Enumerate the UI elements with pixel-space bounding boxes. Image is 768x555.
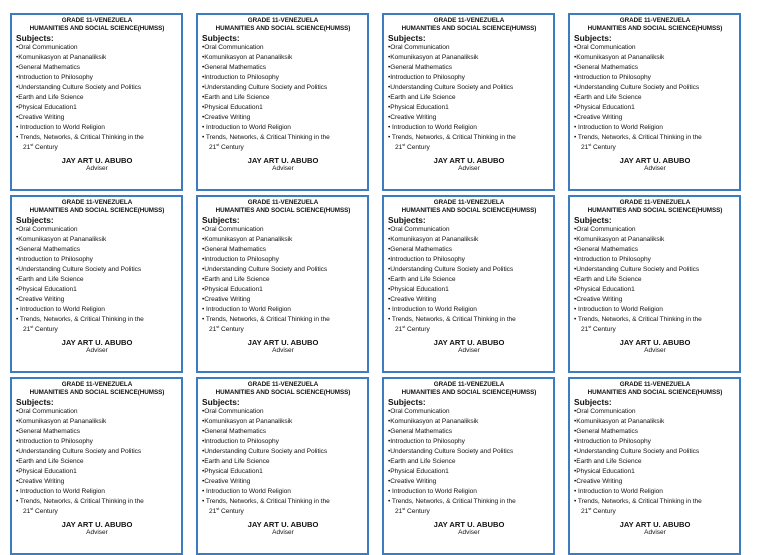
century-word: Century — [591, 507, 616, 515]
century-word: Century — [219, 325, 244, 333]
subjects-label: Subjects: — [388, 397, 426, 407]
adviser-name: JAY ART U. ABUBO — [433, 520, 505, 530]
subject-item: •Komunikasyon at Pananaliksik — [388, 417, 479, 425]
century-ordinal: st — [30, 141, 34, 147]
century-ordinal: st — [588, 141, 592, 147]
subject-item: •Understanding Culture Society and Politics — [574, 83, 700, 91]
subject-item: •Oral Communication — [388, 408, 450, 415]
century-number: 21 — [209, 325, 217, 333]
subject-item: •Introduction to Philosophy — [574, 255, 651, 263]
class-info-card — [382, 195, 555, 373]
subject-item: •Earth and Life Science — [202, 275, 270, 283]
subject-item: •Physical Education1 — [16, 103, 77, 111]
subject-item: •Understanding Culture Society and Politics — [16, 265, 142, 273]
century-ordinal: st — [588, 323, 592, 329]
century-word: Century — [591, 325, 616, 333]
subject-list — [202, 225, 364, 334]
subject-item: •Creative Writing — [574, 113, 623, 121]
century-word: Century — [33, 325, 58, 333]
strand-heading: HUMANITIES AND SOCIAL SCIENCE(HUMSS) — [401, 389, 537, 396]
subject-list — [574, 407, 736, 516]
class-info-card — [568, 13, 741, 191]
grade-section-heading: GRADE 11-VENEZUELA — [433, 381, 505, 388]
adviser-role: Adviser — [86, 529, 108, 537]
subject-item: •Earth and Life Science — [16, 457, 84, 465]
subject-item: •Introduction to Philosophy — [202, 437, 279, 445]
strand-heading: HUMANITIES AND SOCIAL SCIENCE(HUMSS) — [215, 25, 351, 32]
strand-heading: HUMANITIES AND SOCIAL SCIENCE(HUMSS) — [401, 207, 537, 214]
century-number: 21 — [23, 325, 31, 333]
subject-item: • Trends, Networks, & Critical Thinking in the — [16, 315, 144, 323]
century-number: 21 — [23, 507, 31, 515]
subject-item: •Physical Education1 — [388, 103, 449, 111]
subject-item: •Komunikasyon at Pananaliksik — [16, 417, 107, 425]
subject-item: •Creative Writing — [16, 113, 65, 121]
subject-item: •Oral Communication — [16, 408, 78, 415]
adviser-role: Adviser — [272, 347, 294, 355]
strand-heading: HUMANITIES AND SOCIAL SCIENCE(HUMSS) — [29, 207, 165, 214]
adviser-role: Adviser — [458, 165, 480, 173]
subject-item: •Earth and Life Science — [388, 93, 456, 101]
subject-list — [388, 225, 550, 334]
subjects-label: Subjects: — [16, 215, 54, 225]
adviser-name: JAY ART U. ABUBO — [433, 156, 505, 166]
subject-item: •General Mathematics — [388, 245, 452, 253]
century-word: Century — [219, 143, 244, 151]
subject-item: •Understanding Culture Society and Politics — [202, 83, 328, 91]
century-word: Century — [33, 507, 58, 515]
subjects-label: Subjects: — [574, 33, 612, 43]
subject-item: •Physical Education1 — [202, 103, 263, 111]
subject-item: •Introduction to Philosophy — [16, 437, 93, 445]
subject-item-continuation — [202, 325, 364, 335]
subject-item: •Physical Education1 — [388, 467, 449, 475]
class-info-card — [382, 13, 555, 191]
subject-item: • Trends, Networks, & Critical Thinking in the — [202, 133, 330, 141]
subject-item: • Trends, Networks, & Critical Thinking in the — [388, 133, 516, 141]
subject-item: •Creative Writing — [574, 295, 623, 303]
subject-item: •Understanding Culture Society and Politics — [388, 265, 514, 273]
subject-item: •Introduction to Philosophy — [388, 437, 465, 445]
adviser-name: JAY ART U. ABUBO — [61, 338, 133, 348]
adviser-name: JAY ART U. ABUBO — [61, 520, 133, 530]
subject-list — [388, 407, 550, 516]
subject-item: •Oral Communication — [388, 44, 450, 51]
subject-item: • Trends, Networks, & Critical Thinking in the — [574, 497, 702, 505]
class-info-card — [568, 377, 741, 555]
grade-section-heading: GRADE 11-VENEZUELA — [61, 381, 133, 388]
subject-item: • Introduction to World Religion — [202, 305, 291, 313]
century-ordinal: st — [402, 323, 406, 329]
subject-item: •Earth and Life Science — [388, 457, 456, 465]
century-word: Century — [405, 143, 430, 151]
subject-item: • Introduction to World Religion — [16, 123, 105, 131]
subject-list — [16, 225, 178, 334]
adviser-name: JAY ART U. ABUBO — [247, 156, 319, 166]
subject-item: •Understanding Culture Society and Politics — [388, 447, 514, 455]
subject-item: • Introduction to World Religion — [574, 305, 663, 313]
grade-section-heading: GRADE 11-VENEZUELA — [61, 199, 133, 206]
subject-item: • Trends, Networks, & Critical Thinking in the — [202, 315, 330, 323]
grade-section-heading: GRADE 11-VENEZUELA — [61, 17, 133, 24]
subject-item: •Creative Writing — [388, 295, 437, 303]
strand-heading: HUMANITIES AND SOCIAL SCIENCE(HUMSS) — [29, 25, 165, 32]
subject-item: •Introduction to Philosophy — [574, 437, 651, 445]
century-word: Century — [591, 143, 616, 151]
adviser-role: Adviser — [272, 165, 294, 173]
subject-item-continuation — [574, 507, 736, 517]
adviser-role: Adviser — [644, 529, 666, 537]
subjects-label: Subjects: — [202, 33, 240, 43]
grade-section-heading: GRADE 11-VENEZUELA — [433, 199, 505, 206]
century-ordinal: st — [402, 141, 406, 147]
subject-item: •Creative Writing — [16, 477, 65, 485]
subjects-label: Subjects: — [16, 33, 54, 43]
subject-item: • Introduction to World Religion — [16, 305, 105, 313]
adviser-name: JAY ART U. ABUBO — [61, 156, 133, 166]
subject-item: •Komunikasyon at Pananaliksik — [16, 235, 107, 243]
subject-item: •Understanding Culture Society and Politics — [202, 447, 328, 455]
subject-item: •Earth and Life Science — [574, 275, 642, 283]
subject-item: •Komunikasyon at Pananaliksik — [574, 53, 665, 61]
century-number: 21 — [23, 143, 31, 151]
subject-item: • Trends, Networks, & Critical Thinking in the — [388, 315, 516, 323]
class-info-card — [10, 377, 183, 555]
grade-section-heading: GRADE 11-VENEZUELA — [619, 381, 691, 388]
subject-item-continuation — [574, 143, 736, 153]
subject-item: •Komunikasyon at Pananaliksik — [388, 53, 479, 61]
subject-list — [16, 43, 178, 152]
subject-item: •General Mathematics — [16, 63, 80, 71]
subject-item: • Introduction to World Religion — [388, 305, 477, 313]
grade-section-heading: GRADE 11-VENEZUELA — [433, 17, 505, 24]
subject-item: •Oral Communication — [574, 44, 636, 51]
subject-list — [574, 225, 736, 334]
adviser-name: JAY ART U. ABUBO — [247, 520, 319, 530]
century-ordinal: st — [30, 323, 34, 329]
class-info-card — [196, 195, 369, 373]
subject-item: •Oral Communication — [202, 44, 264, 51]
grade-section-heading: GRADE 11-VENEZUELA — [247, 199, 319, 206]
subject-item: •Oral Communication — [574, 226, 636, 233]
subject-item: •Understanding Culture Society and Politics — [16, 83, 142, 91]
subject-item: •General Mathematics — [574, 427, 638, 435]
grade-section-heading: GRADE 11-VENEZUELA — [247, 381, 319, 388]
century-ordinal: st — [216, 141, 220, 147]
subjects-label: Subjects: — [202, 397, 240, 407]
subject-item-continuation — [388, 143, 550, 153]
subject-item: •Oral Communication — [202, 226, 264, 233]
subjects-label: Subjects: — [16, 397, 54, 407]
subject-item: •Understanding Culture Society and Politics — [202, 265, 328, 273]
subject-item: •Earth and Life Science — [16, 93, 84, 101]
subjects-label: Subjects: — [388, 215, 426, 225]
subject-item: •Physical Education1 — [16, 467, 77, 475]
subject-item-continuation — [202, 143, 364, 153]
century-ordinal: st — [588, 505, 592, 511]
adviser-role: Adviser — [86, 347, 108, 355]
century-word: Century — [33, 143, 58, 151]
century-number: 21 — [581, 507, 589, 515]
subjects-label: Subjects: — [574, 397, 612, 407]
subject-item: •Oral Communication — [574, 408, 636, 415]
subject-item: • Trends, Networks, & Critical Thinking in the — [16, 497, 144, 505]
subject-item: •Earth and Life Science — [202, 93, 270, 101]
subjects-label: Subjects: — [574, 215, 612, 225]
subject-item: •Oral Communication — [16, 226, 78, 233]
subject-item: •Creative Writing — [202, 295, 251, 303]
strand-heading: HUMANITIES AND SOCIAL SCIENCE(HUMSS) — [215, 389, 351, 396]
subject-item-continuation — [388, 507, 550, 517]
subject-item: • Introduction to World Religion — [16, 487, 105, 495]
subject-item: •Komunikasyon at Pananaliksik — [202, 235, 293, 243]
subject-item: •General Mathematics — [202, 245, 266, 253]
subject-item: •General Mathematics — [388, 63, 452, 71]
subject-item: • Trends, Networks, & Critical Thinking in the — [574, 133, 702, 141]
subject-list — [202, 43, 364, 152]
subject-item: •Oral Communication — [202, 408, 264, 415]
subject-item: • Introduction to World Religion — [202, 123, 291, 131]
subject-item: •Physical Education1 — [388, 285, 449, 293]
subject-item: •Earth and Life Science — [16, 275, 84, 283]
subject-item: •Creative Writing — [388, 113, 437, 121]
strand-heading: HUMANITIES AND SOCIAL SCIENCE(HUMSS) — [29, 389, 165, 396]
subject-item: •Introduction to Philosophy — [388, 255, 465, 263]
century-word: Century — [219, 507, 244, 515]
subject-item-continuation — [16, 325, 178, 335]
subject-item: •Introduction to Philosophy — [574, 73, 651, 81]
subject-item-continuation — [202, 507, 364, 517]
subject-item: •Understanding Culture Society and Politics — [574, 447, 700, 455]
century-word: Century — [405, 507, 430, 515]
subject-item: •Creative Writing — [388, 477, 437, 485]
subject-item-continuation — [16, 507, 178, 517]
century-word: Century — [405, 325, 430, 333]
subject-item: •Creative Writing — [202, 477, 251, 485]
id-card-grid — [10, 13, 754, 543]
subject-item: •General Mathematics — [574, 63, 638, 71]
subject-item: •General Mathematics — [202, 63, 266, 71]
subject-item: • Introduction to World Religion — [574, 487, 663, 495]
adviser-name: JAY ART U. ABUBO — [619, 156, 691, 166]
grade-section-heading: GRADE 11-VENEZUELA — [619, 17, 691, 24]
subject-item: • Trends, Networks, & Critical Thinking in the — [388, 497, 516, 505]
adviser-name: JAY ART U. ABUBO — [247, 338, 319, 348]
strand-heading: HUMANITIES AND SOCIAL SCIENCE(HUMSS) — [587, 207, 723, 214]
subject-item: •General Mathematics — [16, 245, 80, 253]
subject-item: •Earth and Life Science — [574, 457, 642, 465]
century-ordinal: st — [402, 505, 406, 511]
subject-item: •Introduction to Philosophy — [16, 255, 93, 263]
subject-list — [202, 407, 364, 516]
grade-section-heading: GRADE 11-VENEZUELA — [619, 199, 691, 206]
subject-item: •Understanding Culture Society and Politics — [16, 447, 142, 455]
subject-item: •Understanding Culture Society and Politics — [388, 83, 514, 91]
subject-item-continuation — [388, 325, 550, 335]
subject-item: •Komunikasyon at Pananaliksik — [202, 53, 293, 61]
subjects-label: Subjects: — [202, 215, 240, 225]
grade-section-heading: GRADE 11-VENEZUELA — [247, 17, 319, 24]
strand-heading: HUMANITIES AND SOCIAL SCIENCE(HUMSS) — [587, 25, 723, 32]
subject-item-continuation — [16, 143, 178, 153]
subject-item: •General Mathematics — [574, 245, 638, 253]
subject-item: •General Mathematics — [388, 427, 452, 435]
strand-heading: HUMANITIES AND SOCIAL SCIENCE(HUMSS) — [215, 207, 351, 214]
century-number: 21 — [581, 325, 589, 333]
century-number: 21 — [581, 143, 589, 151]
century-ordinal: st — [30, 505, 34, 511]
subject-item: •Introduction to Philosophy — [202, 73, 279, 81]
subject-item: •Komunikasyon at Pananaliksik — [574, 235, 665, 243]
subject-item: •Komunikasyon at Pananaliksik — [388, 235, 479, 243]
class-info-card — [10, 195, 183, 373]
subject-item: •General Mathematics — [16, 427, 80, 435]
subject-item: •Understanding Culture Society and Politics — [574, 265, 700, 273]
adviser-name: JAY ART U. ABUBO — [433, 338, 505, 348]
subject-list — [16, 407, 178, 516]
subject-item: •Earth and Life Science — [202, 457, 270, 465]
century-number: 21 — [395, 507, 403, 515]
century-number: 21 — [209, 507, 217, 515]
subject-item: •Creative Writing — [202, 113, 251, 121]
subject-item-continuation — [574, 325, 736, 335]
adviser-role: Adviser — [458, 529, 480, 537]
subject-item: •Physical Education1 — [574, 467, 635, 475]
subject-item: • Trends, Networks, & Critical Thinking in the — [16, 133, 144, 141]
subject-item: • Trends, Networks, & Critical Thinking in the — [202, 497, 330, 505]
subject-item: •Introduction to Philosophy — [202, 255, 279, 263]
subject-item: • Introduction to World Religion — [388, 123, 477, 131]
subject-item: •Physical Education1 — [202, 285, 263, 293]
class-info-card — [196, 13, 369, 191]
subject-list — [574, 43, 736, 152]
class-info-card — [196, 377, 369, 555]
subjects-label: Subjects: — [388, 33, 426, 43]
subject-item: •Physical Education1 — [202, 467, 263, 475]
century-ordinal: st — [216, 505, 220, 511]
subject-item: •Physical Education1 — [16, 285, 77, 293]
subject-item: •Oral Communication — [388, 226, 450, 233]
subject-item: •Creative Writing — [574, 477, 623, 485]
century-ordinal: st — [216, 323, 220, 329]
subject-item: •Komunikasyon at Pananaliksik — [574, 417, 665, 425]
century-number: 21 — [395, 143, 403, 151]
adviser-role: Adviser — [458, 347, 480, 355]
strand-heading: HUMANITIES AND SOCIAL SCIENCE(HUMSS) — [401, 25, 537, 32]
subject-item: •Earth and Life Science — [574, 93, 642, 101]
subject-item: •Physical Education1 — [574, 285, 635, 293]
subject-item: • Introduction to World Religion — [202, 487, 291, 495]
class-info-card — [10, 13, 183, 191]
subject-item: • Introduction to World Religion — [388, 487, 477, 495]
subject-item: •Introduction to Philosophy — [16, 73, 93, 81]
adviser-role: Adviser — [644, 347, 666, 355]
subject-item: •Introduction to Philosophy — [388, 73, 465, 81]
subject-item: •Komunikasyon at Pananaliksik — [202, 417, 293, 425]
class-info-card — [382, 377, 555, 555]
adviser-name: JAY ART U. ABUBO — [619, 520, 691, 530]
strand-heading: HUMANITIES AND SOCIAL SCIENCE(HUMSS) — [587, 389, 723, 396]
adviser-role: Adviser — [272, 529, 294, 537]
subject-item: • Trends, Networks, & Critical Thinking in the — [574, 315, 702, 323]
subject-list — [388, 43, 550, 152]
adviser-role: Adviser — [86, 165, 108, 173]
century-number: 21 — [209, 143, 217, 151]
adviser-name: JAY ART U. ABUBO — [619, 338, 691, 348]
subject-item: •Physical Education1 — [574, 103, 635, 111]
class-info-card — [568, 195, 741, 373]
subject-item: • Introduction to World Religion — [574, 123, 663, 131]
adviser-role: Adviser — [644, 165, 666, 173]
subject-item: •General Mathematics — [202, 427, 266, 435]
subject-item: •Earth and Life Science — [388, 275, 456, 283]
subject-item: •Creative Writing — [16, 295, 65, 303]
century-number: 21 — [395, 325, 403, 333]
subject-item: •Oral Communication — [16, 44, 78, 51]
subject-item: •Komunikasyon at Pananaliksik — [16, 53, 107, 61]
